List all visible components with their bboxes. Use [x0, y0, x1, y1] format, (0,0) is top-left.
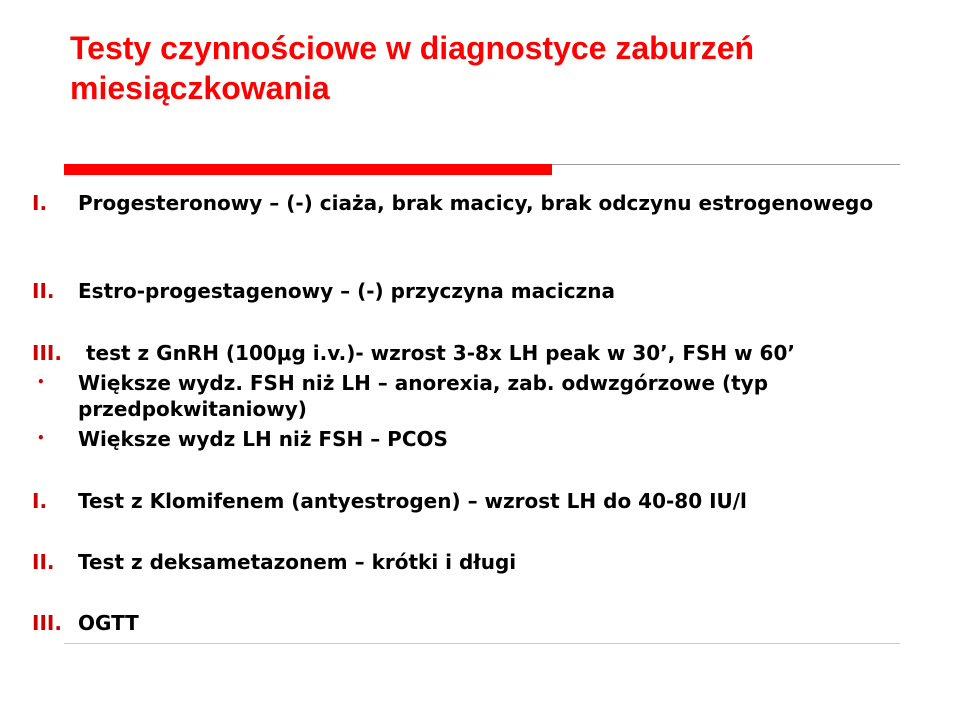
- bullet-icon: •: [37, 431, 45, 445]
- list-item-text: Progesteronowy – (-) ciaża, brak macicy, brak odczynu estrogenowego: [78, 191, 874, 215]
- accent-bar: [64, 164, 552, 175]
- list-marker: III.: [32, 611, 62, 635]
- list-item-text: test z GnRH (100μg i.v.)- wzrost 3-8x LH peak w 30’, FSH w 60’: [86, 341, 795, 365]
- list-item-text: OGTT: [78, 611, 139, 635]
- list-marker: III.: [32, 341, 62, 365]
- list-marker: II.: [32, 279, 55, 303]
- bullet-item-text: Większe wydz. FSH niż LH – anorexia, zab. odwzgórzowe (typ przedpokwitaniowy): [78, 371, 769, 421]
- list-marker: I.: [32, 489, 48, 513]
- accent-bar-line: [552, 164, 900, 165]
- list-item-text: Test z deksametazonem – krótki i długi: [78, 550, 517, 574]
- footer-rule: [64, 643, 900, 644]
- list-item-text: Estro-progestagenowy – (-) przyczyna maciczna: [78, 279, 616, 303]
- bullet-item-text: Większe wydz LH niż FSH – PCOS: [78, 427, 448, 451]
- list-marker: I.: [32, 191, 48, 215]
- bullet-icon: •: [37, 375, 45, 389]
- list-marker: II.: [32, 550, 55, 574]
- slide-title: Testy czynnościowe w diagnostyce zaburzeń miesiączkowania: [70, 30, 755, 106]
- list-item-text: Test z Klomifenem (antyestrogen) – wzrost LH do 40-80 IU/l: [78, 489, 747, 513]
